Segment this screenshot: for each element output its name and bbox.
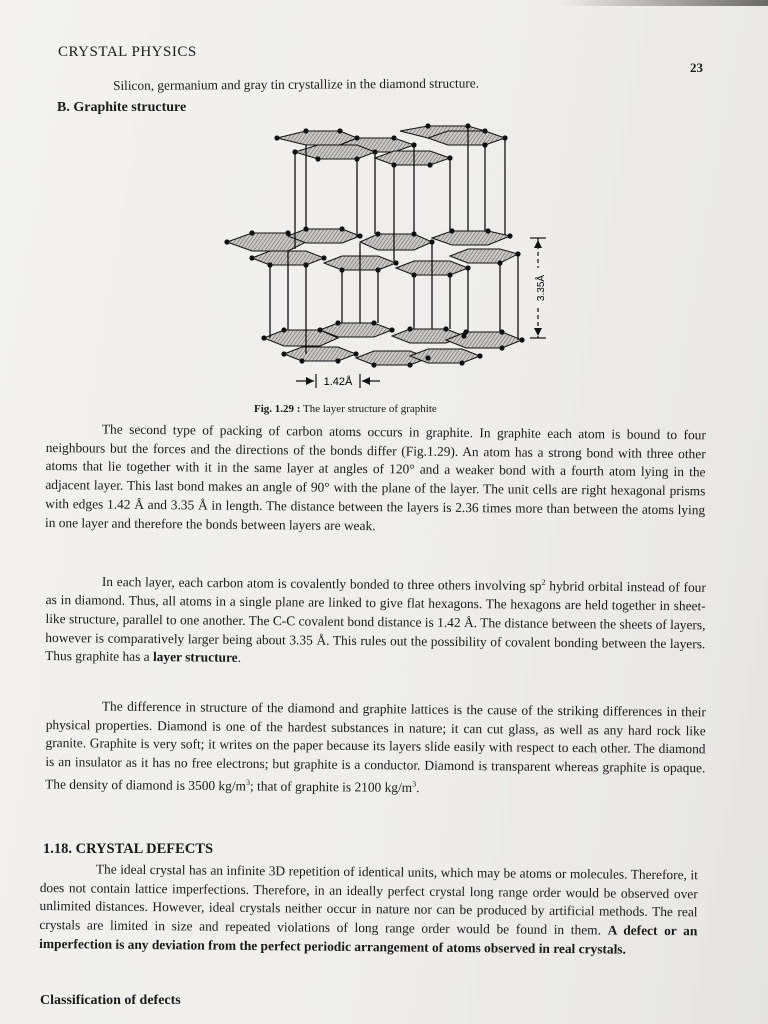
caption-label: Fig. 1.29 :: [254, 403, 301, 415]
superscript: 2: [541, 577, 546, 587]
paragraph-4-text: The ideal crystal has an infinite 3D repetition of identical units, which may be atoms or molecules. Therefore, it does not contain lattice imperfections. Therefore, in an ideally perfect crystal long range order would be observed over unlimited distances. However, ideal crystals neither occur in nature nor can be produced by artificial methods. The real crystals are limited in size and repeated violations of long range order would be found in them.: [39, 861, 698, 938]
crystal-defects-heading: 1.18. CRYSTAL DEFECTS: [43, 841, 214, 857]
graphite-layer-diagram: [200, 118, 580, 400]
classification-heading: Classification of defects: [40, 993, 181, 1008]
top-layer: [274, 123, 507, 167]
paragraph-3-text-cont: ; that of graphite is 2100 kg/m: [249, 778, 413, 795]
superscript: 3: [412, 779, 417, 789]
page-number: 23: [690, 60, 703, 75]
superscript: 3: [245, 777, 251, 787]
paragraph-1-text: The second type of packing of carbon atoms occurs in graphite. In graphite each atom is bound to four neighbours but the forces and the directions of the bonds differ (Fig.1.29). An atom has a strong bond with three other atoms that lie together with it in the same layer at angles of 120° and a weaker bond with a fourth atom lying in the adjacent layer. This last bond makes an angle of 90° with the plane of the layer. The unit cells are right hexagonal prisms with edges 1.42 Å and 3.35 Å in length. The distance between the layers is 2.36 times more than between the atoms lying in one layer and therefore the bonds between layers are weak.: [44, 421, 706, 533]
paragraph-3-text: The difference in structure of the diamond and graphite lattices is the cause of the striking differences in their physical properties. Diamond is one of the hardest substances in nature; it can cut glass, as well as any hard rock like granite. Graphite is very soft; it writes on the paper because its layers slide easily with respect to each other. The diamond is an insulator as it has no free electrons; but graphite is a conductor. Diamond is transparent whereas graphite is opaque. The density of diamond is 3500 kg/m: [45, 698, 706, 794]
label-3-35: 3.35Å: [536, 274, 547, 302]
paragraph-4-bold: A defect or an imperfection is any deviation from the perfect periodic arrangement of atoms observed in real crystals.: [39, 922, 698, 957]
paragraph-2-text: In each layer, each carbon atom is covalently bonded to three others involving sp: [101, 574, 542, 594]
paragraph-2-bold: layer structure: [152, 649, 238, 666]
caption-text: The layer structure of graphite: [303, 403, 437, 415]
paragraph-2-text-cont: hybrid orbital instead of four as in diamond. Thus, all atoms in a single plane are linked to give flat hexagons. The hexagons are held together in sheet-like structure, parallel to one another. The C-C covalent bond distance is 1.42 Å. The distance between the sheets of layers, however is comparatively larger being about 3.35 Å. This rules out the possibility of covalent bonding between the layers. Thus graphite has a: [45, 578, 706, 665]
paragraph-3-end: .: [416, 779, 420, 795]
paragraph-1: [45, 420, 706, 539]
paragraph-2: [45, 569, 706, 672]
figure-caption: [254, 403, 437, 415]
running-head: CRYSTAL PHYSICS: [58, 44, 197, 60]
middle-layer: [224, 226, 520, 277]
interlayer-distance-marker: [530, 238, 547, 338]
bottom-layer: [261, 320, 524, 367]
page-edge-shadow: [560, 0, 768, 6]
graphite-layer-figure: [200, 118, 580, 400]
bond-length-marker: [296, 374, 380, 388]
label-1-42: 1.42Å: [323, 376, 353, 388]
paragraph-2-end: .: [237, 650, 242, 666]
paragraph-3: [45, 697, 706, 800]
paragraph-4: [39, 860, 698, 960]
graphite-structure-heading: B. Graphite structure: [57, 100, 187, 115]
intro-line: Silicon, germanium and gray tin crystallize in the diamond structure.: [113, 75, 480, 93]
